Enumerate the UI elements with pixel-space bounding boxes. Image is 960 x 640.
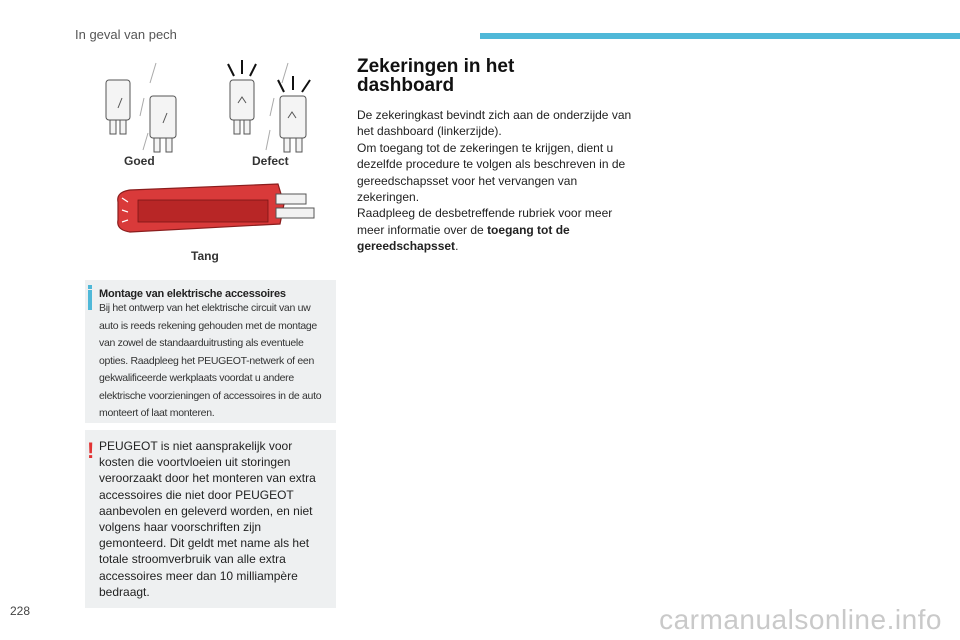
defect-fuse-label: Defect (252, 154, 289, 168)
page-number: 228 (10, 604, 31, 618)
info-body: Bij het ontwerp van het elektrische circuit van uw auto is reeds rekening gehouden met de montage van zowel de standaarduitrusting als eventuele opties. Raadpleeg het PEUGEOT-netwerk of een gekwalificeerde werkplaats voordat u andere elektrische voorzieningen of accessoires in de auto monteert of laat monteren. (99, 302, 322, 419)
defect-fuse-icon (228, 60, 310, 152)
paragraph-3-prefix: Raadpleeg de desbetreffende rubriek voor meer meer informatie over de (357, 206, 613, 237)
toolkit-reference: toegang tot de gereedschapsset (357, 222, 570, 254)
warning-body: PEUGEOT is niet aansprakelijk voor kosten die voortvloeien uit storingen veroorzaakt door het monteren van extra accessoires die niet door PEUGEOT aanbevolen en geleverd worden, en niet volgens haar voorschriften zijn gemonteerd. Dit geldt met name als het totale stroomverbruik van alle extra accessoires meer dan 10 milliampère bedraagt. (99, 439, 316, 599)
good-fuse-icon (106, 63, 176, 152)
section-paragraph-2: Om toegang tot de zekeringen te krijgen, dient u dezelfde procedure te volgen als beschreven in de gereedschapsset voor het vervangen van zekeringen. (357, 140, 626, 205)
section-body (357, 107, 632, 255)
paragraph-3-suffix: . (455, 239, 459, 254)
header-rule (480, 33, 960, 39)
section-title: Zekeringen in het dashboard (357, 56, 515, 96)
info-box (85, 280, 336, 423)
fuse-illustration (88, 58, 328, 168)
good-fuse-label: Goed (124, 154, 155, 168)
section-paragraph-1: De zekeringkast bevindt zich aan de onderzijde van het dashboard (linkerzijde). (357, 108, 632, 139)
info-title: Montage van elektrische accessoires (99, 288, 286, 300)
tang-illustration (108, 180, 318, 242)
info-icon-bar (88, 290, 92, 310)
tang-label: Tang (191, 249, 219, 263)
info-icon (88, 285, 92, 289)
section-paragraph-3 (357, 205, 632, 254)
section-header: In geval van pech (75, 27, 177, 42)
warning-box (85, 430, 336, 608)
warning-icon: ! (87, 438, 95, 463)
watermark: carmanualsonline.info (659, 604, 942, 635)
